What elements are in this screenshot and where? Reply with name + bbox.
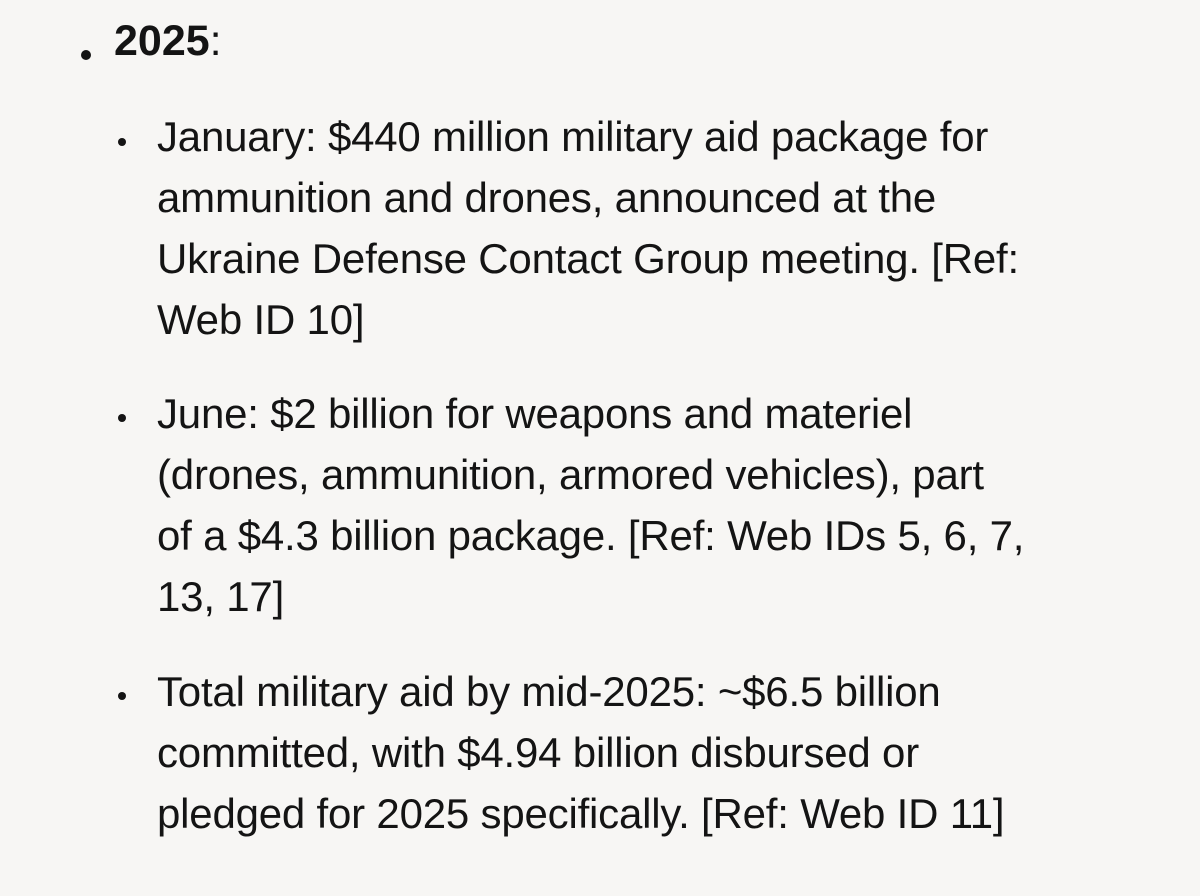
list-item-january xyxy=(0,106,1200,356)
list-item-text xyxy=(157,383,1162,627)
list-item-text xyxy=(157,661,1162,844)
bullet-icon xyxy=(118,414,126,422)
text-line: (drones, ammunition, armored vehicles), part xyxy=(157,451,984,498)
bullet-icon xyxy=(118,138,126,146)
text-line: June: $2 billion for weapons and materiel xyxy=(157,390,913,437)
text-line: of a $4.3 billion package. [Ref: Web IDs 5, 6, 7, xyxy=(157,512,1025,559)
text-line: 13, 17] xyxy=(157,573,285,620)
text-line: January: $440 million military aid package for xyxy=(157,113,989,160)
year-list-item xyxy=(0,14,1200,74)
list-item-total xyxy=(0,661,1200,851)
year-label: 2025 xyxy=(114,17,210,65)
year-heading xyxy=(114,14,222,68)
bullet-icon xyxy=(118,692,126,700)
bullet-icon xyxy=(81,50,91,60)
text-line: Web ID 10] xyxy=(157,296,365,343)
list-item-june xyxy=(0,383,1200,633)
text-line: ammunition and drones, announced at the xyxy=(157,174,937,221)
list-item-text xyxy=(157,106,1162,350)
text-line: committed, with $4.94 billion disbursed or xyxy=(157,729,919,776)
text-line: pledged for 2025 specifically. [Ref: Web ID 11] xyxy=(157,790,1005,837)
text-line: Ukraine Defense Contact Group meeting. [Ref: xyxy=(157,235,1019,282)
text-line: Total military aid by mid-2025: ~$6.5 billion xyxy=(157,668,941,715)
year-colon: : xyxy=(209,17,222,65)
